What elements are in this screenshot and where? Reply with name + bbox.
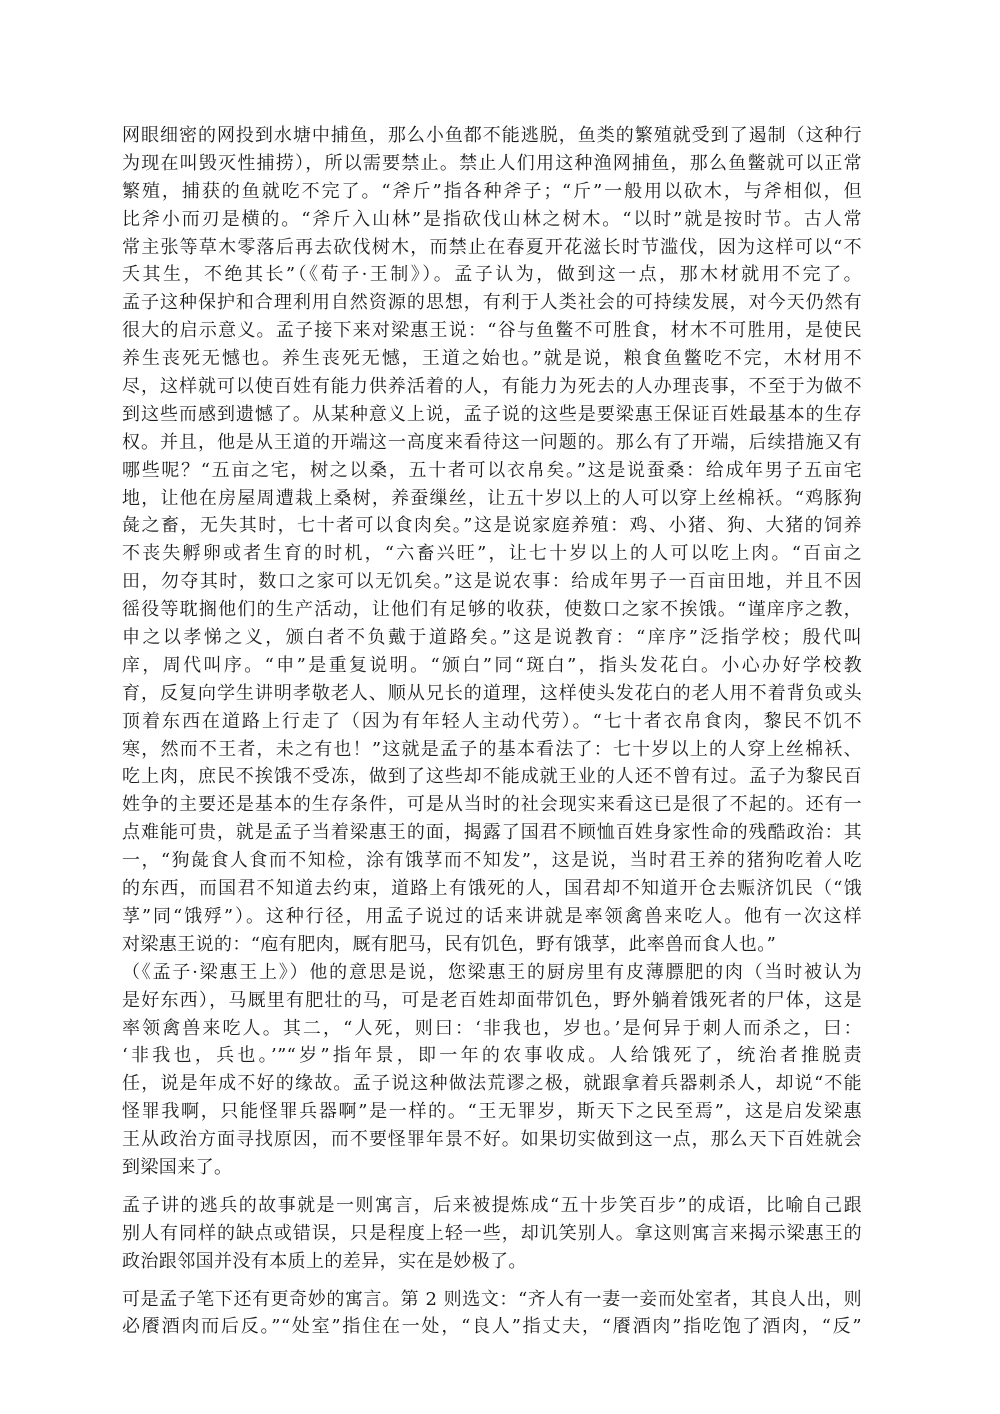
text-line: 比斧小而刃是横的。“斧斤入山林”是指砍伐山林之树木。“以时”就是按时节。古人常 xyxy=(122,208,862,230)
paragraph-second-fable xyxy=(122,1286,862,1342)
paragraph-mencius-commentary xyxy=(122,122,862,1182)
text-line: 申之以孝悌之义，颁白者不负戴于道路矣。”这是说教育：“庠序”泛指学校；殷代叫 xyxy=(122,627,862,649)
text-line: 别人有同样的缺点或错误，只是程度上轻一些，却讥笑别人。拿这则寓言来揭示梁惠王的 xyxy=(122,1222,862,1244)
text-line: 为现在叫毁灭性捕捞），所以需要禁止。禁止人们用这种渔网捕鱼，那么鱼鳖就可以正常 xyxy=(122,152,862,174)
text-line: 吃上肉，庶民不挨饿不受冻，做到了这些却不能成就王业的人还不曾有过。孟子为黎民百 xyxy=(122,766,862,788)
text-line: 不丧失孵卵或者生育的时机，“六畜兴旺”，让七十岁以上的人可以吃上肉。“百亩之 xyxy=(122,543,862,565)
text-line: 莩”同“饿殍”）。这种行径，用孟子说过的话来讲就是率领禽兽来吃人。他有一次这样 xyxy=(122,905,862,927)
text-line: 可是孟子笔下还有更奇妙的寓言。第 2 则选文：“齐人有一妻一妾而处室者，其良人出，则 xyxy=(122,1288,862,1310)
text-line: 寒，然而不王者，未之有也！”这就是孟子的基本看法了：七十岁以上的人穿上丝棉袄、 xyxy=(122,738,862,760)
text-line: 徭役等耽搁他们的生产活动，让他们有足够的收获，使数口之家不挨饿。“谨庠序之教， xyxy=(122,599,862,621)
text-line: 养生丧死无憾也。养生丧死无憾，王道之始也。”就是说，粮食鱼鳖吃不完，木材用不 xyxy=(122,348,862,370)
text-line: 网眼细密的网投到水塘中捕鱼，那么小鱼都不能逃脱，鱼类的繁殖就受到了遏制（这种行 xyxy=(122,125,862,146)
text-line: 到这些而感到遗憾了。从某种意义上说，孟子说的这些是要梁惠王保证百姓最基本的生存 xyxy=(122,403,862,425)
text-line: 繁殖，捕获的鱼就吃不完了。“斧斤”指各种斧子；“斤”一般用以砍木，与斧相似，但 xyxy=(122,180,862,202)
document-page xyxy=(122,122,862,1351)
text-line: 一，“狗彘食人食而不知检，涂有饿莩而不知发”，这是说，当时君王养的猪狗吃着人吃 xyxy=(122,850,862,872)
text-line: 常主张等草木零落后再去砍伐树木，而禁止在春夏开花滋长时节滥伐，因为这样可以“不 xyxy=(122,236,862,258)
text-line: 彘之畜，无失其时，七十者可以食肉矣。”这是说家庭养殖：鸡、小猪、狗、大猪的饲养 xyxy=(122,515,862,537)
text-line: 点难能可贵，就是孟子当着梁惠王的面，揭露了国君不顾恤百姓身家性命的残酷政治：其 xyxy=(122,822,862,844)
text-line: 必餍酒肉而后反。”“处室”指住在一处，“良人”指丈夫，“餍酒肉”指吃饱了酒肉，“反” xyxy=(122,1316,862,1338)
text-line: 到梁国来了。 xyxy=(122,1156,233,1178)
text-line: 很大的启示意义。孟子接下来对梁惠王说：“谷与鱼鳖不可胜食，材木不可胜用，是使民 xyxy=(122,320,862,342)
text-line: 尽，这样就可以使百姓有能力供养活着的人，有能力为死去的人办理丧事，不至于为做不 xyxy=(122,376,862,398)
text-line: 是好东西），马厩里有肥壮的马，可是老百姓却面带饥色，野外躺着饿死者的尸体，这是 xyxy=(122,989,862,1011)
text-line: 率领禽兽来吃人。其二，“人死，则曰：‘非我也，岁也。’是何异于刺人而杀之，曰： xyxy=(122,1017,862,1039)
text-line: 地，让他在房屋周遭栽上桑树，养蚕缫丝，让五十岁以上的人可以穿上丝棉袄。“鸡豚狗 xyxy=(122,487,862,509)
text-line: 权。并且，他是从王道的开端这一高度来看待这一问题的。那么有了开端，后续措施又有 xyxy=(122,431,862,453)
text-line: 孟子这种保护和合理利用自然资源的思想，有利于人类社会的可持续发展，对今天仍然有 xyxy=(122,292,862,314)
paragraph-fifty-steps-fable xyxy=(122,1192,862,1276)
text-line: 育，反复向学生讲明孝敬老人、顺从兄长的道理，这样使头发花白的老人用不着背负或头 xyxy=(122,682,862,704)
text-line: ‘非我也，兵也。’”“岁”指年景，即一年的农事收成。人给饿死了，统治者推脱责 xyxy=(122,1045,862,1067)
text-line: 夭其生，不绝其长”（《荀子·王制》）。孟子认为，做到这一点，那木材就用不完了。 xyxy=(122,264,862,286)
text-line: 王从政治方面寻找原因，而不要怪罪年景不好。如果切实做到这一点，那么天下百姓就会 xyxy=(122,1129,862,1151)
text-line: 姓争的主要还是基本的生存条件，可是从当时的社会现实来看这已是很了不起的。还有一 xyxy=(122,794,862,816)
text-line: 任，说是年成不好的缘故。孟子说这种做法荒谬之极，就跟拿着兵器刺杀人，却说“不能 xyxy=(122,1073,862,1095)
text-line: 怪罪我啊，只能怪罪兵器啊”是一样的。“王无罪岁，斯天下之民至焉”，这是启发梁惠 xyxy=(122,1101,862,1123)
text-line: 田，勿夺其时，数口之家可以无饥矣。”这是说农事：给成年男子一百亩田地，并且不因 xyxy=(122,571,862,593)
text-line: 对梁惠王说的：“庖有肥肉，厩有肥马，民有饥色，野有饿莩，此率兽而食人也。” xyxy=(122,933,777,955)
text-line: 哪些呢？“五亩之宅，树之以桑，五十者可以衣帛矣。”这是说蚕桑：给成年男子五亩宅 xyxy=(122,459,862,481)
text-line: 孟子讲的逃兵的故事就是一则寓言，后来被提炼成“五十步笑百步”的成语，比喻自己跟 xyxy=(122,1194,862,1216)
text-line: 政治跟邻国并没有本质上的差异，实在是妙极了。 xyxy=(122,1250,527,1272)
text-line: （《孟子·梁惠王上》）他的意思是说，您梁惠王的厨房里有皮薄膘肥的肉（当时被认为 xyxy=(122,961,862,983)
text-line: 顶着东西在道路上行走了（因为有年轻人主动代劳）。“七十者衣帛食肉，黎民不饥不 xyxy=(122,710,862,732)
text-line: 的东西，而国君不知道去约束，道路上有饿死的人，国君却不知道开仓去赈济饥民（“饿 xyxy=(122,878,862,900)
text-line: 庠，周代叫序。“申”是重复说明。“颁白”同“斑白”，指头发花白。小心办好学校教 xyxy=(122,654,862,676)
